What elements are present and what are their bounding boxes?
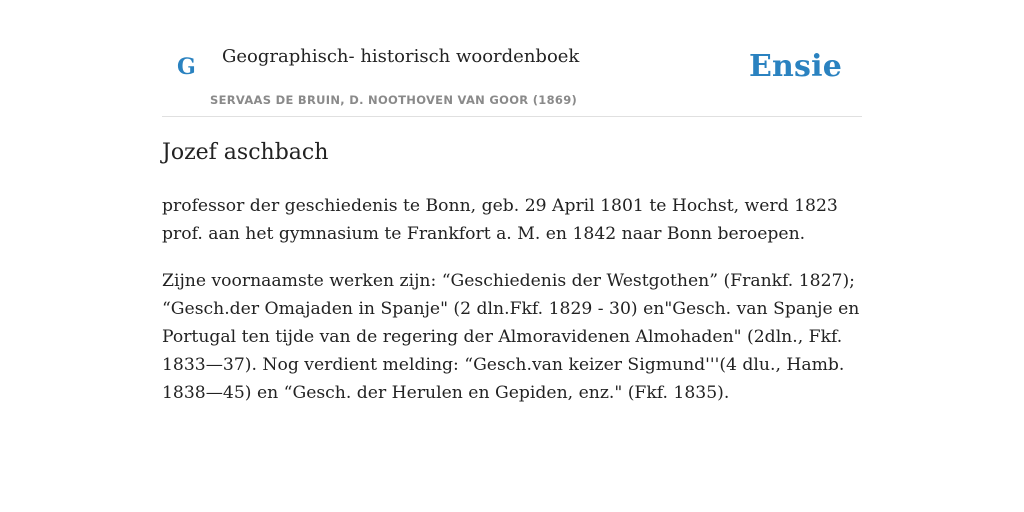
page-container	[162, 0, 862, 403]
entry-paragraph: professor der geschiedenis te Bonn, geb. 29 April 1801 te Hochst, werd 1823 prof. aan het gymnasium te Frankfort a. M. en 1842 naar Bonn beroepen.	[162, 196, 838, 244]
book-authors: SERVAAS DE BRUIN, D. NOOTHOVEN VAN GOOR (1869)	[210, 93, 578, 107]
book-title[interactable]: Geographisch- historisch woordenboek	[222, 46, 580, 67]
entry-body	[162, 192, 862, 426]
header	[162, 0, 862, 117]
book-logo[interactable]: G	[177, 54, 196, 80]
entry-paragraph: Zijne voornaamste werken zijn: “Geschiedenis der Westgothen” (Frankf. 1827); “Gesch.der Omajaden in Spanje" (2 dln.Fkf. 1829 - 30) en"Gesch. van Spanje en Portugal ten tijde van de regering der Almoravidenen Almohaden" (2dln., Fkf. 1833—37). Nog verdient melding: “Gesch.van keizer Sigmund'''(4 dlu., Hamb. 1838—45) en “Gesch. der Herulen en Gepiden, enz." (Fkf. 1835).	[162, 271, 860, 403]
entry-title: Jozef aschbach	[162, 140, 329, 165]
ensie-logo[interactable]: Ensie	[748, 49, 842, 84]
